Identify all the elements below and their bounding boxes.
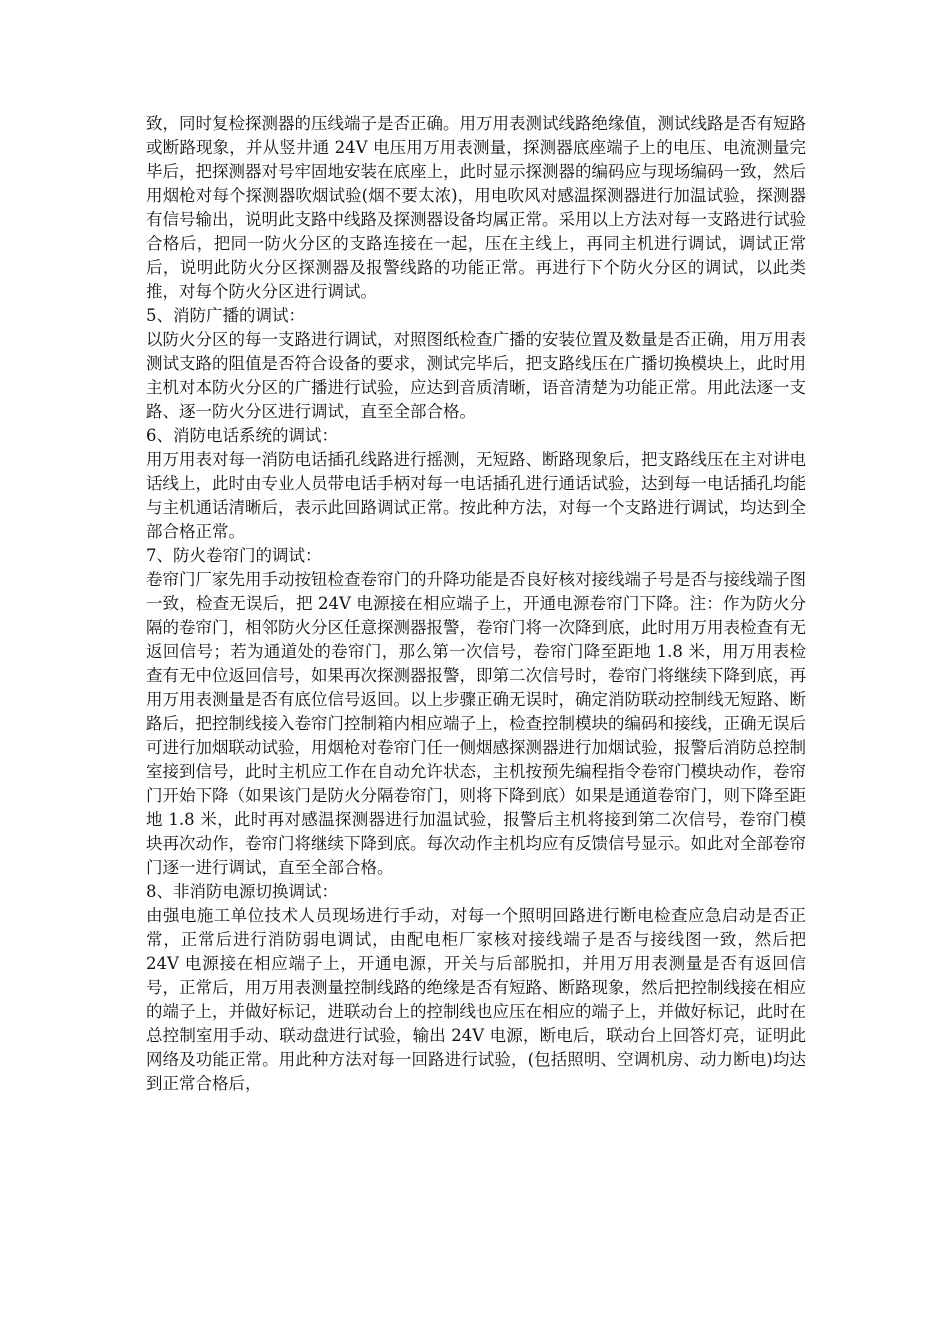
paragraph-fire-telephone: 用万用表对每一消防电话插孔线路进行摇测，无短路、断路现象后，把支路线压在主对讲电话线上，此时由专业人员带电话手柄对每一电话插孔进行通话试验，达到每一电话插孔均能与主机通话清晰后，表示此回路调试正常。按此种方法，对每一个支路进行调试，均达到全部合格正常。 — [146, 450, 806, 541]
heading-power-switch: 8、非消防电源切换调试： — [146, 882, 338, 901]
heading-fire-shutter: 7、防火卷帘门的调试： — [146, 546, 322, 565]
paragraph-power-switch: 由强电施工单位技术人员现场进行手动，对每一个照明回路进行断电检查应急启动是否正常，正常后进行消防弱电调试，由配电柜厂家核对接线端子是否与接线图一致，然后把 24V 电源接在相应端子上，开通电源，开关与后部脱扣，并用万用表测量是否有返回信号，正常后，用万用表测量控制线路的绝缘是否有短路、断路现象，然后把控制线接在相应的端子上，并做好标记，进联动台上的控制线也应压在相应的端子上，并做好标记，此时在总控制室用手动、联动盘进行试验，输出 24V 电源，断电后，联动台上回答灯亮，证明此网络及功能正常。用此种方法对每一回路进行试验，(包括照明、空调机房、动力断电)均达到正常合格后， — [146, 906, 806, 1093]
paragraph-fire-broadcast: 以防火分区的每一支路进行调试，对照图纸检查广播的安装位置及数量是否正确，用万用表测试支路的阻值是否符合设备的要求，测试完毕后，把支路线压在广播切换模块上，此时用主机对本防火分区的广播进行试验，应达到音质清晰，语音清楚为功能正常。用此法逐一支路、逐一防火分区进行调试，直至全部合格。 — [146, 330, 806, 421]
paragraph-fire-shutter: 卷帘门厂家先用手动按钮检查卷帘门的升降功能是否良好核对接线端子号是否与接线端子图一致，检查无误后，把 24V 电源接在相应端子上，开通电源卷帘门下降。注：作为防火分隔的卷帘门，相邻防火分区任意探测器报警，卷帘门将一次降到底，此时用万用表检查有无返回信号；若为通道处的卷帘门，那么第一次信号，卷帘门降至距地 1.8 米，用万用表检查有无中位返回信号，如果再次探测器报警，即第二次信号时，卷帘门将继续下降到底，再用万用表测量是否有底位信号返回。以上步骤正确无误时，确定消防联动控制线无短路、断路后，把控制线接入卷帘门控制箱内相应端子上，检查控制模块的编码和接线，正确无误后可进行加烟联动试验，用烟枪对卷帘门任一侧烟感探测器进行加烟试验，报警后消防总控制室接到信号，此时主机应工作在自动允许状态，主机按预先编程指令卷帘门模块动作，卷帘门开始下降（如果该门是防火分隔卷帘门，则将下降到底）如果是通道卷帘门，则下降至距地 1.8 米，此时再对感温探测器进行加温试验，报警后主机将接到第二次信号，卷帘门模块再次动作，卷帘门将继续下降到底。每次动作主机均应有反馈信号显示。如此对全部卷帘门逐一进行调试，直至全部合格。 — [146, 570, 806, 877]
heading-fire-telephone: 6、消防电话系统的调试： — [146, 426, 338, 445]
heading-fire-broadcast: 5、消防广播的调试： — [146, 306, 305, 325]
document-page — [146, 112, 806, 1096]
paragraph-detector-testing: 致，同时复检探测器的压线端子是否正确。用万用表测试线路绝缘值，测试线路是否有短路或断路现象，并从竖井通 24V 电压用万用表测量，探测器底座端子上的电压、电流测量完毕后，把探测器对号牢固地安装在底座上，此时显示探测器的编码应与现场编码一致，然后用烟枪对每个探测器吹烟试验(烟不要太浓)，用电吹风对感温探测器进行加温试验，探测器有信号输出，说明此支路中线路及探测器设备均属正常。采用以上方法对每一支路进行试验合格后，把同一防火分区的支路连接在一起，压在主线上，再同主机进行调试，调试正常后，说明此防火分区探测器及报警线路的功能正常。再进行下个防火分区的调试，以此类推，对每个防火分区进行调试。 — [146, 114, 806, 301]
